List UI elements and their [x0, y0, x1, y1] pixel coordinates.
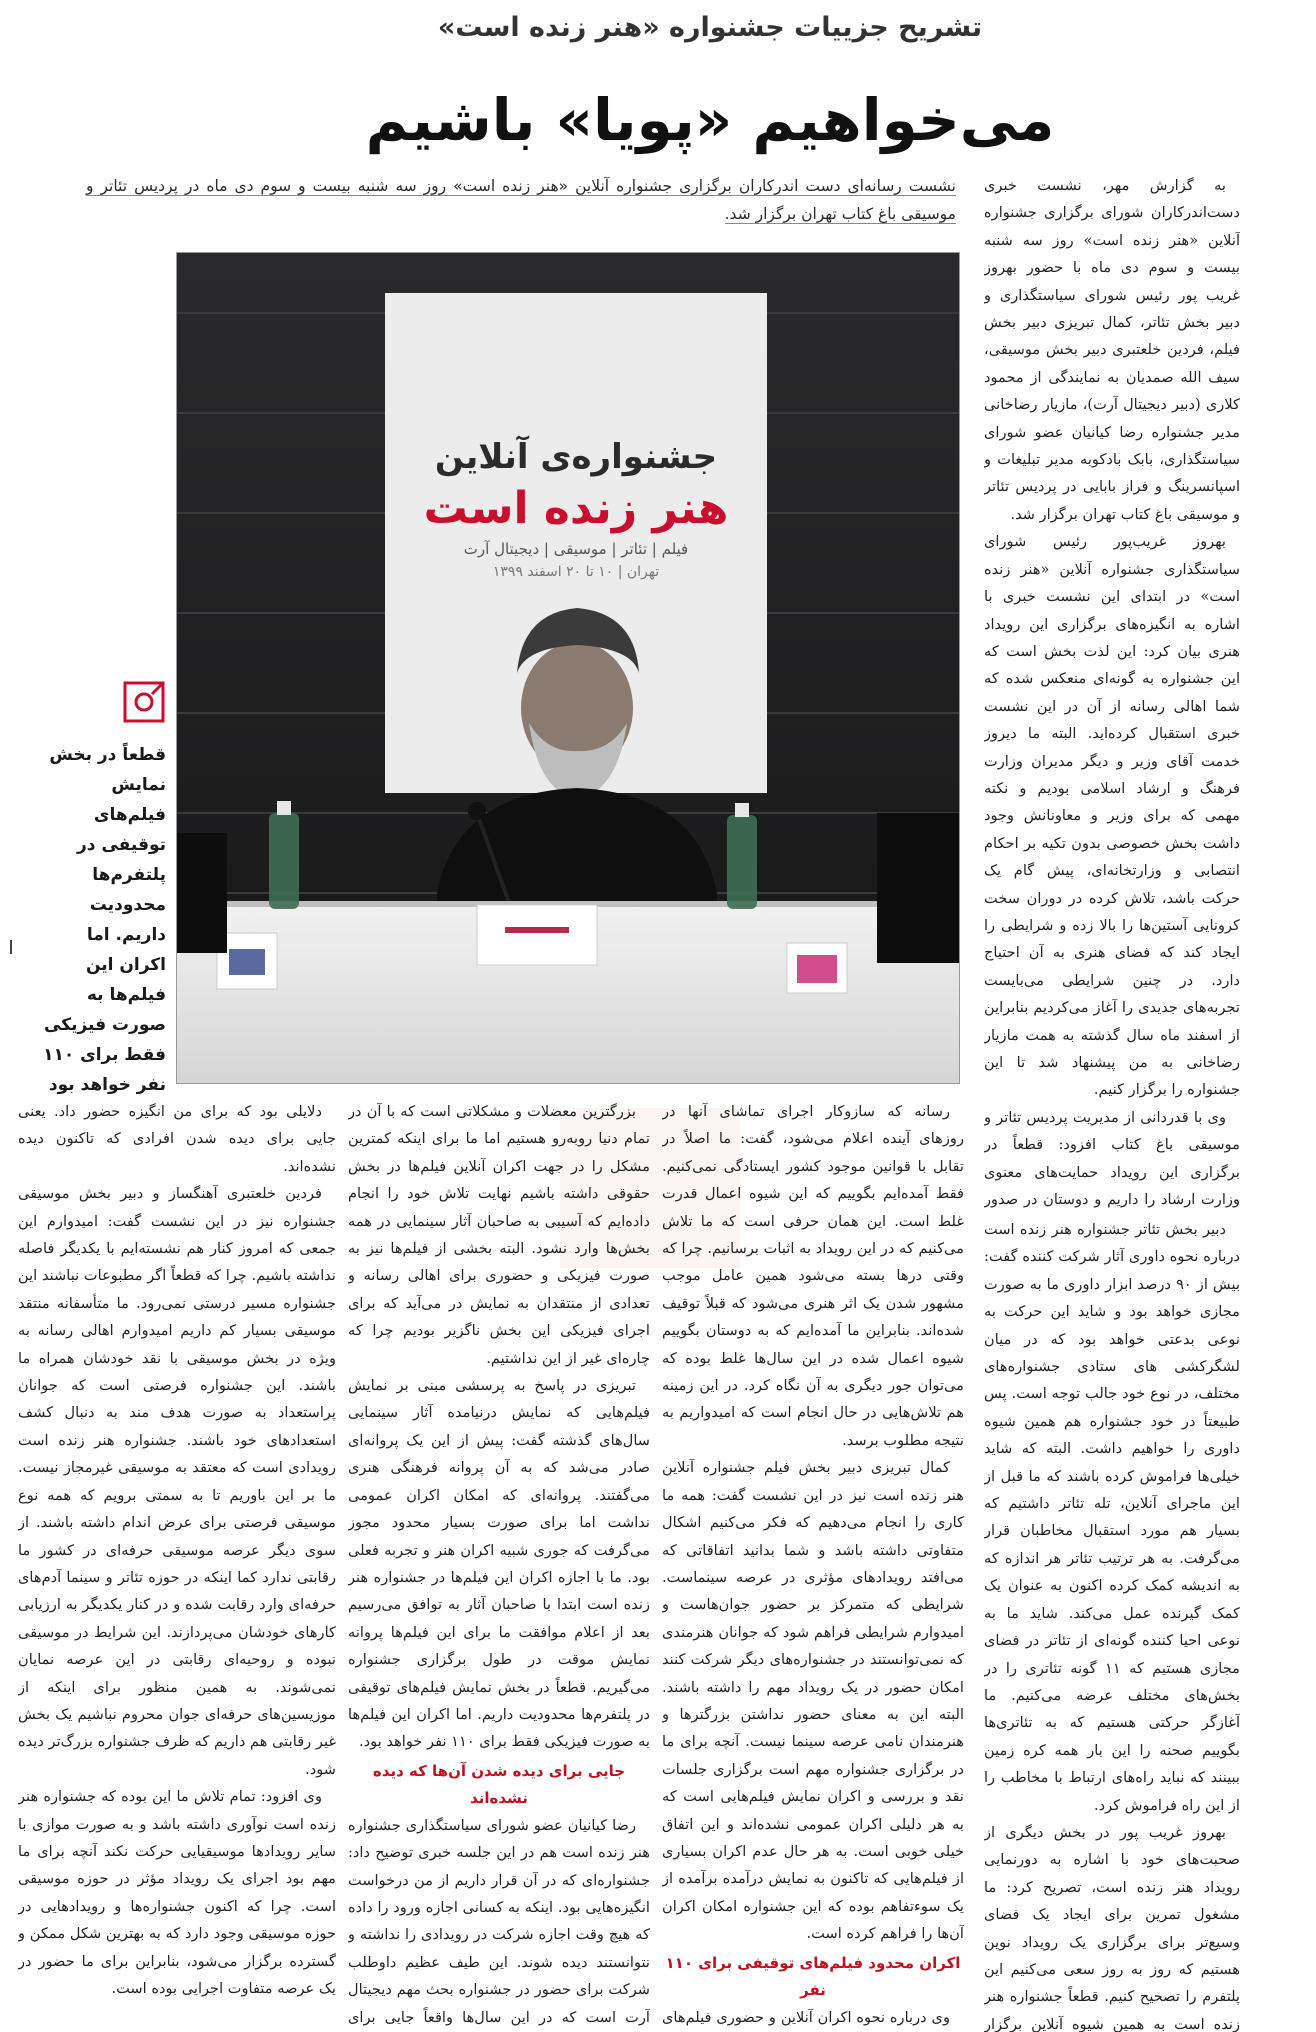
paragraph: رضا کیانیان عضو شورای سیاستگذاری جشنواره هنر زنده است هم در این جلسه خبری توضیح داد: جشنواره‌ای که در آن قرار داریم از من درخواست انگیزه‌هایی بود. اینکه به کسانی اجازه ورود را داده که هیچ وقت اجازه شرکت در رویدادی را نداشته و نتوانستند دیده شوند. این طیف عظیم داوطلب شرکت برای حضور در جشنواره بحث مهم دیجیتال آرت است که در این سال‌ها واقعاً جایی برای [348, 1816, 650, 2026]
banner-line-2: هنر زنده است [423, 483, 729, 534]
column-middle-2 [348, 1098, 650, 2032]
column-right-bottom [984, 1216, 1240, 2032]
margin-mark [10, 940, 12, 954]
paragraph: بهروز غریب‌پور رئیس شورای سیاستگذاری جشنواره آنلاین «هنر زنده است» در ابتدای این نشست خبری با اشاره به انگیزه‌های برگزاری این رویداد هنری بیان کرد: این لذت بخش است که این جشنواره به گونه‌ای منعکس شده که شما اهالی رسانه از آن در این نشست خبری استقبال کرده‌اید. البته ما دیروز خدمت آقای وزیر و دیگر مدیران وزارت فرهنگ و ارشاد اسلامی بودیم و نکته مهمی که برای وزیر و معاونانش وجود داشت بخش خصوصی بدون تکیه بر احکام انتصابی و وزارتخانه‌ای، پیش گام یک حرکت باشد، تلاش کرده در دوران سخت کرونایی آستین‌ها را بالا زده و شرایطی را ایجاد کند که فضای هنری به آن احتیاج دارد. در چنین شرایطی می‌بایست تجربه‌های جدیدی را آغاز می‌کردیم بنابراین از اسفند ماه سال گذشته به همت مازیار رضاخانی به من پیشنهاد شد تا این جشنواره را برگزار کنیم. [984, 533, 1240, 1099]
paragraph: رسانه که سازوکار اجرای تماشای آنها در روزهای آینده اعلام می‌شود، گفت: ما اصلاً در تقابل با قوانین موجود کشور ایستادگی نمی‌کنیم. فقط آمده‌ایم بگوییم که این شیوه اعمال قدرت غلط است. این همان حرفی است که ما تلاش می‌کنیم که در این رویداد به اثبات برسانیم. چرا که وقتی درها بسته می‌شود همین عامل موجب مشهور شدن یک اثر هنری می‌شود که قبلاً توقیف شده‌اند. بنابراین ما آمده‌ایم که به دوستان بگوییم شیوه اعمال شده در این سال‌ها غلط بوده که می‌توان جور دیگری به آن نگاه کرد. در این زمینه هم تلاش‌هایی در حال انجام است که امیدواریم به نتیجه مطلوب برسد. [662, 1103, 964, 1449]
article-headline: می‌خواهیم «پویا» باشیم [365, 86, 1055, 154]
subheading: جایی برای دیده شدن آن‌ها که دیده نشده‌اند [372, 1761, 626, 1807]
article-lead [86, 172, 956, 228]
banner-text [385, 433, 767, 583]
paragraph: تبریزی در پاسخ به پرسشی مبنی بر نمایش فیلم‌هایی که نمایش درنیامده آثار سینمایی سال‌های گذشته گفت: پیش از این یک پروانه‌ای صادر می‌شد که به آن پروانه فرهنگی هنری می‌گفتند. پروانه‌ای که امکان اکران عمومی نداشت اما برای صورت بسیار محدود مجوز می‌گرفت که جوری شبیه اکران هنر و تجربه فعلی بود. ما با اجازه اکران این فیلم‌ها در جشنواره هنر زنده است ابتدا با صاحبان آثار به توافق می‌رسیم بعد از اعلام موافقت ما برای این فیلم‌ها پروانه نمایش موقت در طول برگزاری جشنواره می‌گیریم. قطعاً در بخش نمایش فیلم‌های توقیفی در پلتفرم‌ها محدودیت داریم. اما اکران این فیلم‌ها به صورت فیزیکی فقط برای ۱۱۰ نفر خواهد بود. [348, 1377, 650, 1751]
paragraph: دلایلی بود که برای من انگیزه حضور داد. یعنی جایی برای دیده شدن افرادی که تاکنون دیده نشده‌اند. [18, 1103, 336, 1175]
column-middle-1 [662, 1098, 964, 2032]
article-photo [176, 252, 960, 1084]
banner-line-1: جشنواره‌ی آنلاین [434, 437, 718, 477]
column-right-top [984, 172, 1240, 1212]
paragraph: بزرگترین معضلات و مشکلاتی است که با آن در تمام دنیا روبه‌رو هستیم اما ما برای اینکه کمترین مشکل را در جهت اکران آنلاین فیلم‌ها در بخش حقوقی داشته باشیم نهایت تلاش خود را انجام داده‌ایم که آسیبی به صاحبان آثار سینمایی در همه بخش‌ها وارد نشود. البته بخشی از فیلم‌ها نیز به صورت فیزیکی و حضوری برای اهالی رسانه و تعدادی از منتقدان به نمایش در می‌آید که برای اجرای فیزیکی این بخش ناگزیر بودیم چرا که چاره‌ای غیر از این نداشتیم. [348, 1103, 650, 1367]
paragraph: کمال تبریزی دبیر بخش فیلم جشنواره آنلاین هنر زنده است نیز در این نشست گفت: همه ما کاری را انجام می‌دهیم که فکر می‌کنیم اشکال متفاوتی داشته باشد و شما بدانید اتفاقاتی که می‌افتد رویدادهای مؤثری در عرصه سینماست. شرایطی که متمرکز بر حضور جوان‌هاست و امیدوارم شرایطی فراهم شود که جوانان هنرمندی که نمی‌توانستند در جشنواره‌های دیگر شرکت کنند امکان حضور در یک رویداد مهم را داشته باشند. البته این به معنای حضور نداشتن بزرگترها و هنرمندان نامی عرصه سینما نیست. آنچه برای ما در برگزاری جشنواره مهم است برگزاری جلسات نقد و بررسی و اکران نمایش فیلم‌هایی است که به هر دلیلی اکران عمومی نشده‌اند و این اتفاق خیلی خوبی است. به هر حال عدم اکران بسیاری از فیلم‌هایی که تاکنون به نمایش درآمده برآمده از یک سوءتفاهم بوده که این جشنواره امکان اکران آن‌ها را فراهم کرده است. [662, 1459, 964, 1943]
banner-line-3: فیلم | تئاتر | موسیقی | دیجیتال آرت [463, 540, 689, 558]
paragraph: وی درباره نحوه اکران آنلاین و حضوری فیلم‌های [662, 2008, 950, 2026]
paragraph: دبیر بخش تئاتر جشنواره هنر زنده است درباره نحوه داوری آثار شرکت کننده گفت: بیش از ۹۰ درصد ابزار داوری ما به صورت مجازی خواهد بود و شاید این حرکت به نوعی بدعتی خواهد بود که در میان لشگرکشی های ستادی جشنواره‌های مختلف، در نوع خود جالب توجه است. پس طبیعتاً در خود جشنواره هم همین شیوه داوری را خواهیم داشت. البته که شاید خیلی‌ها فراموش کرده باشند که ما قبل از این ماجرای آنلاین، تله تئاتر داشتیم که بسیار هم مورد استقبال مخاطبان قرار می‌گرفت. به هر ترتیب تئاتر هر اندازه که به اندیشه کمک کرده اکنون به عنوان یک کمک گیرنده عمل می‌کند. شاید ما به نوعی احیا کننده گونه‌ای از تئاتر در فضای مجازی هستیم که ۱۱ گونه تئاتری را در بخش‌های مختلف عرضه می‌کنیم. ما آغازگر حرکتی هستیم که به تئاتری‌ها بگوییم صحنه را این بار همه کره زمین ببینند که نباید راه‌های ارتباط با مخاطب را از این راه فراموش کرد. [984, 1221, 1240, 1814]
column-left [18, 1098, 336, 2032]
pull-quote [38, 680, 166, 1095]
banner-line-4: تهران | ۱۰ تا ۲۰ اسفند ۱۳۹۹ [492, 564, 660, 580]
pull-quote-text: قطعاً در بخش نمایش فیلم‌های توقیفی در پلتفرم‌ها محدودیت داریم. اما اکران این فیلم‌ها به صورت فیزیکی فقط برای ۱۱۰ نفر خواهد بود [43, 745, 166, 1095]
article-kicker: تشریح جزییات جشنواره «هنر زنده است» [437, 12, 983, 43]
press-conference-photo [177, 253, 959, 1083]
quote-icon [122, 680, 166, 724]
paragraph: بهروز غریب پور در بخش دیگری از صحبت‌های خود با اشاره به دورنمایی رویداد هنر زنده است، تصریح کرد: ما مشغول تمرین برای ایجاد یک فضای وسیع‌تر برای برگزاری یک رویداد نوین هستیم که روز به روز سعی می‌کنیم این پلتفرم را تصحیح کنیم. قطعاً جشنواره هنر زنده است به همین شیوه آنلاین برگزار [984, 1823, 1240, 2032]
paragraph: به گزارش مهر، نشست خبری دست‌اندرکاران شورای برگزاری جشنواره آنلاین «هنر زنده است» روز سه شنبه بیست و سوم دی ماه با حضور بهروز غریب پور رئیس شورای سیاستگذاری و دبیر بخش تئاتر، کمال تبریزی دبیر بخش فیلم، فردین خلعتبری دبیر بخش موسیقی، سیف الله صمدیان به نمایندگی از محمود کلاری (دبیر دیجیتال آرت)، مازیار رضاخانی مدیر جشنواره رضا کیانیان عضو شورای سیاستگذاری، بابک بادکوبه مدیر تبلیغات و اسپانسرینگ و فراز بابایی در پردیس تئاتر و موسیقی باغ کتاب تهران برگزار شد. [984, 177, 1240, 523]
paragraph: فردین خلعتبری آهنگساز و دبیر بخش موسیقی جشنواره نیز در این نشست گفت: امیدوارم این جمعی که امروز کنار هم نشسته‌ایم با یکدیگر فاصله نداشته باشیم. چرا که قطعاً اگر مطبوعات نباشند این جشنواره مسیر درستی نمی‌رود. ما متأسفانه منتقد موسیقی بسیار کم داریم امیدوارم اهالی رسانه به ویژه در بخش موسیقی با نقد خودشان همراه ما باشند. این جشنواره فرصتی است که جوانان پراستعداد به صورت هدف مند به دنبال کشف استعدادهای خود باشند. جشنواره هنر زنده است رویدادی است که معتقد به موسیقی غیرمجاز نیست. ما بر این باوریم تا به سمتی برویم که همه نوع موسیقی فرصتی برای عرض اندام داشته باشند. از سوی دیگر عرصه موسیقی حرفه‌ای در کشور ما رقابتی ندارد کما اینکه در حوزه تئاتر و سینما آدم‌های حرفه‌ای وارد رقابت شده و در کنار یکدیگر به ارزیابی کارهای خودشان می‌پردازند. این شرایط در موسیقی نبوده و روحیه‌ای رقابتی در این عرصه نمایان نمی‌شوند. به همین منظور برای اینکه از موزیسین‌های حرفه‌ای جوان محروم نباشیم یک بخش غیر رقابتی هم داریم که ظرف جشنواره بزرگ‌تر دیده شود. [18, 1185, 336, 1778]
paragraph: وی با قدردانی از مدیریت پردیس تئاتر و موسیقی باغ کتاب افزود: قطعاً در برگزاری این رویداد حمایت‌های معنوی وزارت ارشاد را داریم و دوستان در صدور [984, 1108, 1240, 1209]
lead-text: نشست رسانه‌ای دست اندرکاران برگزاری جشنواره آنلاین «هنر زنده است» روز سه شنبه بیست و سوم دی ماه در پردیس تئاتر و موسیقی باغ کتاب تهران برگزار شد. [86, 177, 956, 223]
paragraph: وی افزود: تمام تلاش ما این بوده که جشنواره هنر زنده است نوآوری داشته باشد و به صورت موازی با سایر رویدادها موسیقیایی حرکت نکند آنچه برای ما مهم بود اجرای یک رویداد مؤثر در حوزه موسیقی است. چرا که اکنون جشنواره‌ها و رویدادهایی در حوزه موسیقی وجود دارد که به بهترین شکل ممکن و گسترده برگزار می‌شود، بنابراین برای ما حضور در یک عرصه متفاوت اجرایی بوده است. [18, 1788, 336, 1997]
subheading: اکران محدود فیلم‌های توقیفی برای ۱۱۰ نفر [665, 1953, 961, 1999]
